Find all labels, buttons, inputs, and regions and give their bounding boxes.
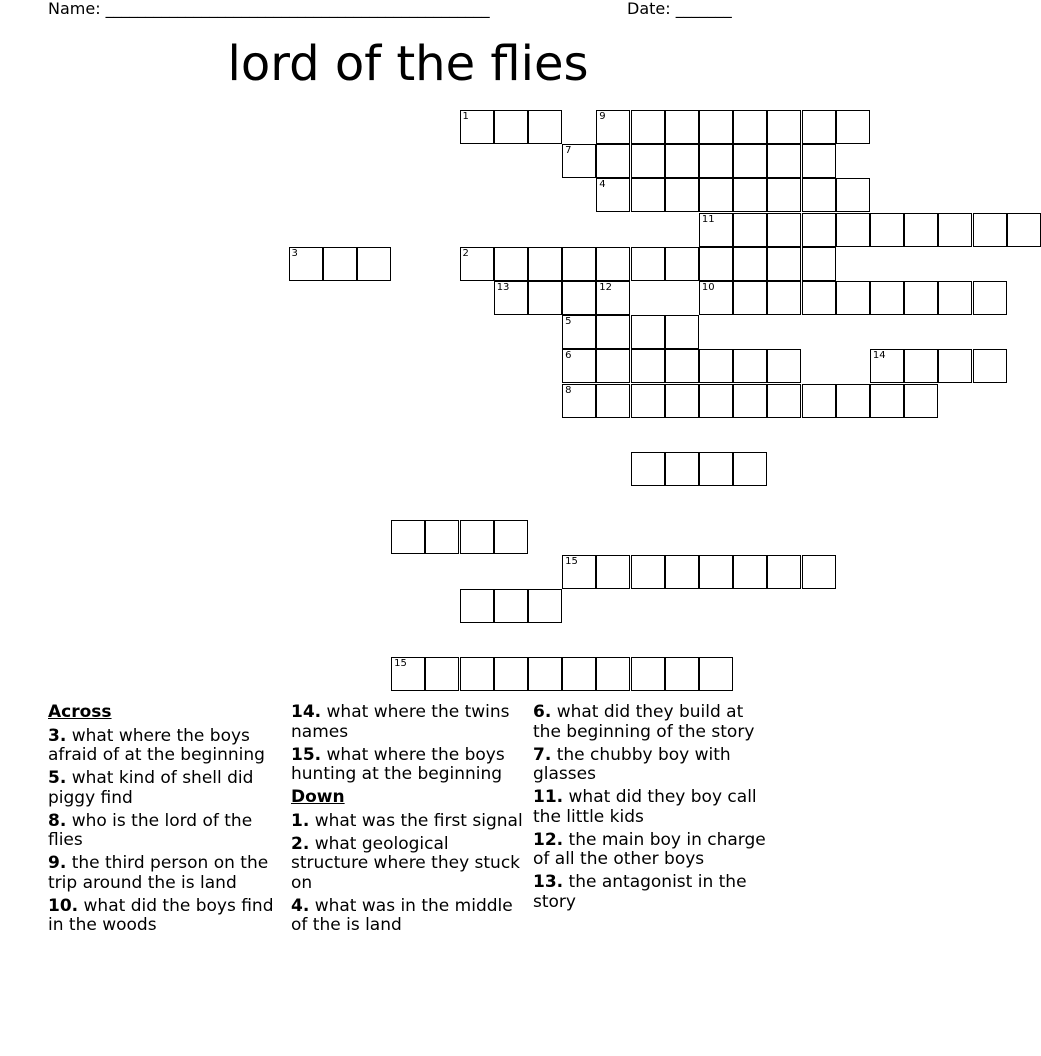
- cell-number: 10: [701, 282, 715, 293]
- grid-cell[interactable]: [460, 110, 494, 144]
- cell-number: 15: [565, 555, 578, 567]
- grid-cell[interactable]: [802, 247, 836, 281]
- cell-number: 11: [701, 213, 715, 225]
- grid-cell[interactable]: [631, 657, 665, 691]
- clue-down-11: [533, 788, 773, 827]
- grid-cell[interactable]: [665, 657, 699, 691]
- clue-text: what where the boys afraid of at the beginning: [48, 725, 265, 765]
- clue-column-2: [291, 703, 531, 939]
- clue-number: 5.: [48, 768, 67, 788]
- clue-text: what was the first signal: [314, 810, 523, 831]
- clue-down-2: [291, 835, 531, 894]
- grid-cell[interactable]: [699, 452, 733, 486]
- clue-number: 11.: [533, 787, 564, 807]
- grid-cell[interactable]: [1007, 213, 1041, 247]
- grid-cell[interactable]: [973, 349, 1007, 383]
- grid-cell[interactable]: [938, 213, 972, 247]
- cell-number: 8: [565, 384, 572, 396]
- grid-cell[interactable]: [767, 384, 801, 418]
- grid-cell[interactable]: [460, 657, 494, 691]
- grid-cell[interactable]: [802, 384, 836, 418]
- grid-cell[interactable]: [802, 110, 836, 144]
- grid-cell[interactable]: [767, 110, 801, 144]
- grid-cell[interactable]: [733, 247, 767, 281]
- clue-text: what did the boys find in the woods: [48, 895, 274, 935]
- clue-down-13: [533, 873, 773, 912]
- clue-number: 9.: [48, 853, 67, 873]
- clue-text: who is the lord of the flies: [48, 810, 253, 850]
- clue-text: what geological structure where they stuck on: [291, 833, 521, 893]
- grid-cell[interactable]: [631, 247, 665, 281]
- grid-cell[interactable]: [767, 281, 801, 315]
- grid-cell[interactable]: [562, 247, 596, 281]
- grid-cell[interactable]: [802, 281, 836, 315]
- clue-number: 4.: [291, 895, 310, 916]
- clue-across-5: [48, 769, 288, 808]
- grid-cell[interactable]: [836, 110, 870, 144]
- clue-number: 3.: [48, 725, 67, 746]
- grid-cell[interactable]: [528, 657, 562, 691]
- clue-number: 8.: [48, 810, 67, 831]
- grid-cell[interactable]: [494, 657, 528, 691]
- cell-number: 12: [599, 282, 613, 293]
- grid-cell[interactable]: [904, 213, 938, 247]
- grid-cell[interactable]: [904, 281, 938, 315]
- clue-number: 14.: [291, 702, 322, 722]
- grid-cell[interactable]: [460, 589, 494, 623]
- clue-across-9: [48, 854, 288, 893]
- clue-text: the antagonist in the story: [533, 872, 747, 912]
- clue-text: the chubby boy with glasses: [533, 744, 731, 784]
- grid-cell[interactable]: [357, 247, 391, 281]
- clue-down-1: [291, 812, 531, 832]
- grid-cell[interactable]: [391, 657, 425, 691]
- clue-text: the third person on the trip around the is land: [48, 853, 269, 893]
- grid-cell[interactable]: [733, 213, 767, 247]
- grid-cell[interactable]: [699, 657, 733, 691]
- page-title: lord of the flies: [227, 36, 589, 92]
- grid-cell[interactable]: [631, 349, 665, 383]
- clue-across-14: [291, 703, 531, 742]
- grid-cell[interactable]: [767, 349, 801, 383]
- clue-text: what was in the middle of the is land: [291, 895, 513, 935]
- grid-cell[interactable]: [494, 281, 528, 315]
- grid-cell[interactable]: [938, 281, 972, 315]
- clue-number: 10.: [48, 895, 79, 916]
- grid-cell[interactable]: [733, 110, 767, 144]
- clue-across-15: [291, 746, 531, 785]
- grid-cell[interactable]: [528, 589, 562, 623]
- grid-cell[interactable]: [665, 178, 699, 212]
- grid-cell[interactable]: [699, 384, 733, 418]
- clue-across-8: [48, 812, 288, 851]
- cell-number: 2: [462, 247, 469, 259]
- grid-cell[interactable]: [631, 110, 665, 144]
- grid-cell[interactable]: [973, 213, 1007, 247]
- name-field-label: Name: ________________________________________________: [48, 0, 490, 18]
- clue-number: 1.: [291, 810, 310, 831]
- cell-number: 9: [599, 111, 606, 122]
- cell-number: 14: [872, 350, 886, 362]
- grid-cell[interactable]: [733, 384, 767, 418]
- clue-text: what did they build at the beginning of the story: [533, 702, 755, 742]
- clue-number: 2.: [291, 833, 310, 854]
- grid-cell[interactable]: [802, 144, 836, 178]
- grid-cell[interactable]: [596, 144, 630, 178]
- grid-cell[interactable]: [836, 178, 870, 212]
- grid-cell[interactable]: [596, 384, 630, 418]
- grid-cell[interactable]: [802, 213, 836, 247]
- grid-cell[interactable]: [562, 555, 596, 589]
- grid-cell[interactable]: [665, 247, 699, 281]
- grid-cell[interactable]: [767, 247, 801, 281]
- grid-cell[interactable]: [562, 315, 596, 349]
- grid-cell[interactable]: [733, 144, 767, 178]
- cell-number: 13: [496, 282, 510, 293]
- clue-number: 6.: [533, 702, 552, 722]
- grid-cell[interactable]: [425, 520, 459, 554]
- grid-cell[interactable]: [562, 144, 596, 178]
- grid-cell[interactable]: [699, 178, 733, 212]
- clue-number: 13.: [533, 872, 564, 892]
- grid-cell[interactable]: [733, 281, 767, 315]
- grid-cell[interactable]: [767, 178, 801, 212]
- grid-cell[interactable]: [391, 520, 425, 554]
- across-heading: Across: [48, 702, 112, 722]
- grid-cell[interactable]: [733, 178, 767, 212]
- grid-cell[interactable]: [973, 281, 1007, 315]
- grid-cell[interactable]: [631, 144, 665, 178]
- grid-cell[interactable]: [665, 384, 699, 418]
- grid-cell[interactable]: [562, 384, 596, 418]
- grid-cell[interactable]: [494, 520, 528, 554]
- grid-cell[interactable]: [733, 349, 767, 383]
- clue-number: 7.: [533, 744, 552, 765]
- grid-cell[interactable]: [904, 349, 938, 383]
- clue-text: the main boy in charge of all the other boys: [533, 829, 766, 869]
- grid-cell[interactable]: [870, 281, 904, 315]
- grid-cell[interactable]: [425, 657, 459, 691]
- grid-cell[interactable]: [665, 452, 699, 486]
- grid-cell[interactable]: [665, 110, 699, 144]
- grid-cell[interactable]: [767, 144, 801, 178]
- grid-cell[interactable]: [494, 589, 528, 623]
- grid-cell[interactable]: [596, 657, 630, 691]
- cell-number: 7: [565, 145, 572, 157]
- grid-cell[interactable]: [562, 281, 596, 315]
- grid-cell[interactable]: [631, 452, 665, 486]
- grid-cell[interactable]: [699, 281, 733, 315]
- grid-cell[interactable]: [494, 247, 528, 281]
- cell-number: 1: [462, 111, 469, 122]
- grid-cell[interactable]: [802, 178, 836, 212]
- grid-cell[interactable]: [699, 349, 733, 383]
- grid-cell[interactable]: [665, 315, 699, 349]
- grid-cell[interactable]: [528, 247, 562, 281]
- grid-cell[interactable]: [870, 213, 904, 247]
- grid-cell[interactable]: [665, 349, 699, 383]
- grid-cell[interactable]: [802, 555, 836, 589]
- clue-column-1: [48, 703, 288, 939]
- cell-number: 5: [565, 316, 572, 328]
- clue-across-10: [48, 897, 288, 936]
- grid-cell[interactable]: [596, 555, 630, 589]
- clue-number: 15.: [291, 744, 322, 765]
- grid-cell[interactable]: [596, 315, 630, 349]
- grid-cell[interactable]: [596, 247, 630, 281]
- grid-cell[interactable]: [699, 213, 733, 247]
- clue-text: what where the twins names: [291, 702, 510, 742]
- grid-cell[interactable]: [323, 247, 357, 281]
- grid-cell[interactable]: [767, 555, 801, 589]
- grid-cell[interactable]: [596, 178, 630, 212]
- grid-cell[interactable]: [528, 281, 562, 315]
- grid-cell[interactable]: [836, 384, 870, 418]
- clue-down-4: [291, 897, 531, 936]
- grid-cell[interactable]: [904, 384, 938, 418]
- grid-cell[interactable]: [870, 349, 904, 383]
- grid-cell[interactable]: [596, 349, 630, 383]
- grid-cell[interactable]: [631, 315, 665, 349]
- grid-cell[interactable]: [767, 213, 801, 247]
- grid-cell[interactable]: [460, 247, 494, 281]
- grid-cell[interactable]: [665, 555, 699, 589]
- grid-cell[interactable]: [733, 452, 767, 486]
- grid-cell[interactable]: [699, 555, 733, 589]
- grid-cell[interactable]: [938, 349, 972, 383]
- cell-number: 4: [599, 179, 606, 191]
- cell-number: 6: [565, 350, 572, 362]
- down-heading: Down: [291, 787, 345, 807]
- grid-cell[interactable]: [836, 213, 870, 247]
- grid-cell[interactable]: [665, 144, 699, 178]
- clue-text: what where the boys hunting at the beginning: [291, 744, 505, 784]
- grid-cell[interactable]: [596, 110, 630, 144]
- grid-cell[interactable]: [733, 555, 767, 589]
- clue-down-12: [533, 831, 773, 870]
- grid-cell[interactable]: [631, 384, 665, 418]
- clue-text: what did they boy call the little kids: [533, 787, 757, 827]
- grid-cell[interactable]: [631, 555, 665, 589]
- date-field-label: Date: _______: [627, 0, 732, 18]
- grid-cell[interactable]: [562, 349, 596, 383]
- clue-text: what kind of shell did piggy find: [48, 768, 254, 808]
- cell-number: 15: [394, 658, 407, 670]
- grid-cell[interactable]: [836, 281, 870, 315]
- grid-cell[interactable]: [870, 384, 904, 418]
- clue-number: 12.: [533, 829, 564, 850]
- grid-cell[interactable]: [699, 110, 733, 144]
- grid-cell[interactable]: [494, 110, 528, 144]
- grid-cell[interactable]: [631, 178, 665, 212]
- grid-cell[interactable]: [562, 657, 596, 691]
- clue-column-3: [533, 703, 773, 916]
- clue-down-7: [533, 746, 773, 785]
- cell-number: 3: [291, 247, 298, 259]
- grid-cell[interactable]: [460, 520, 494, 554]
- grid-cell[interactable]: [699, 144, 733, 178]
- grid-cell[interactable]: [699, 247, 733, 281]
- grid-cell[interactable]: [289, 247, 323, 281]
- clue-across-3: [48, 727, 288, 766]
- clue-down-6: [533, 703, 773, 742]
- grid-cell[interactable]: [528, 110, 562, 144]
- grid-cell[interactable]: [596, 281, 630, 315]
